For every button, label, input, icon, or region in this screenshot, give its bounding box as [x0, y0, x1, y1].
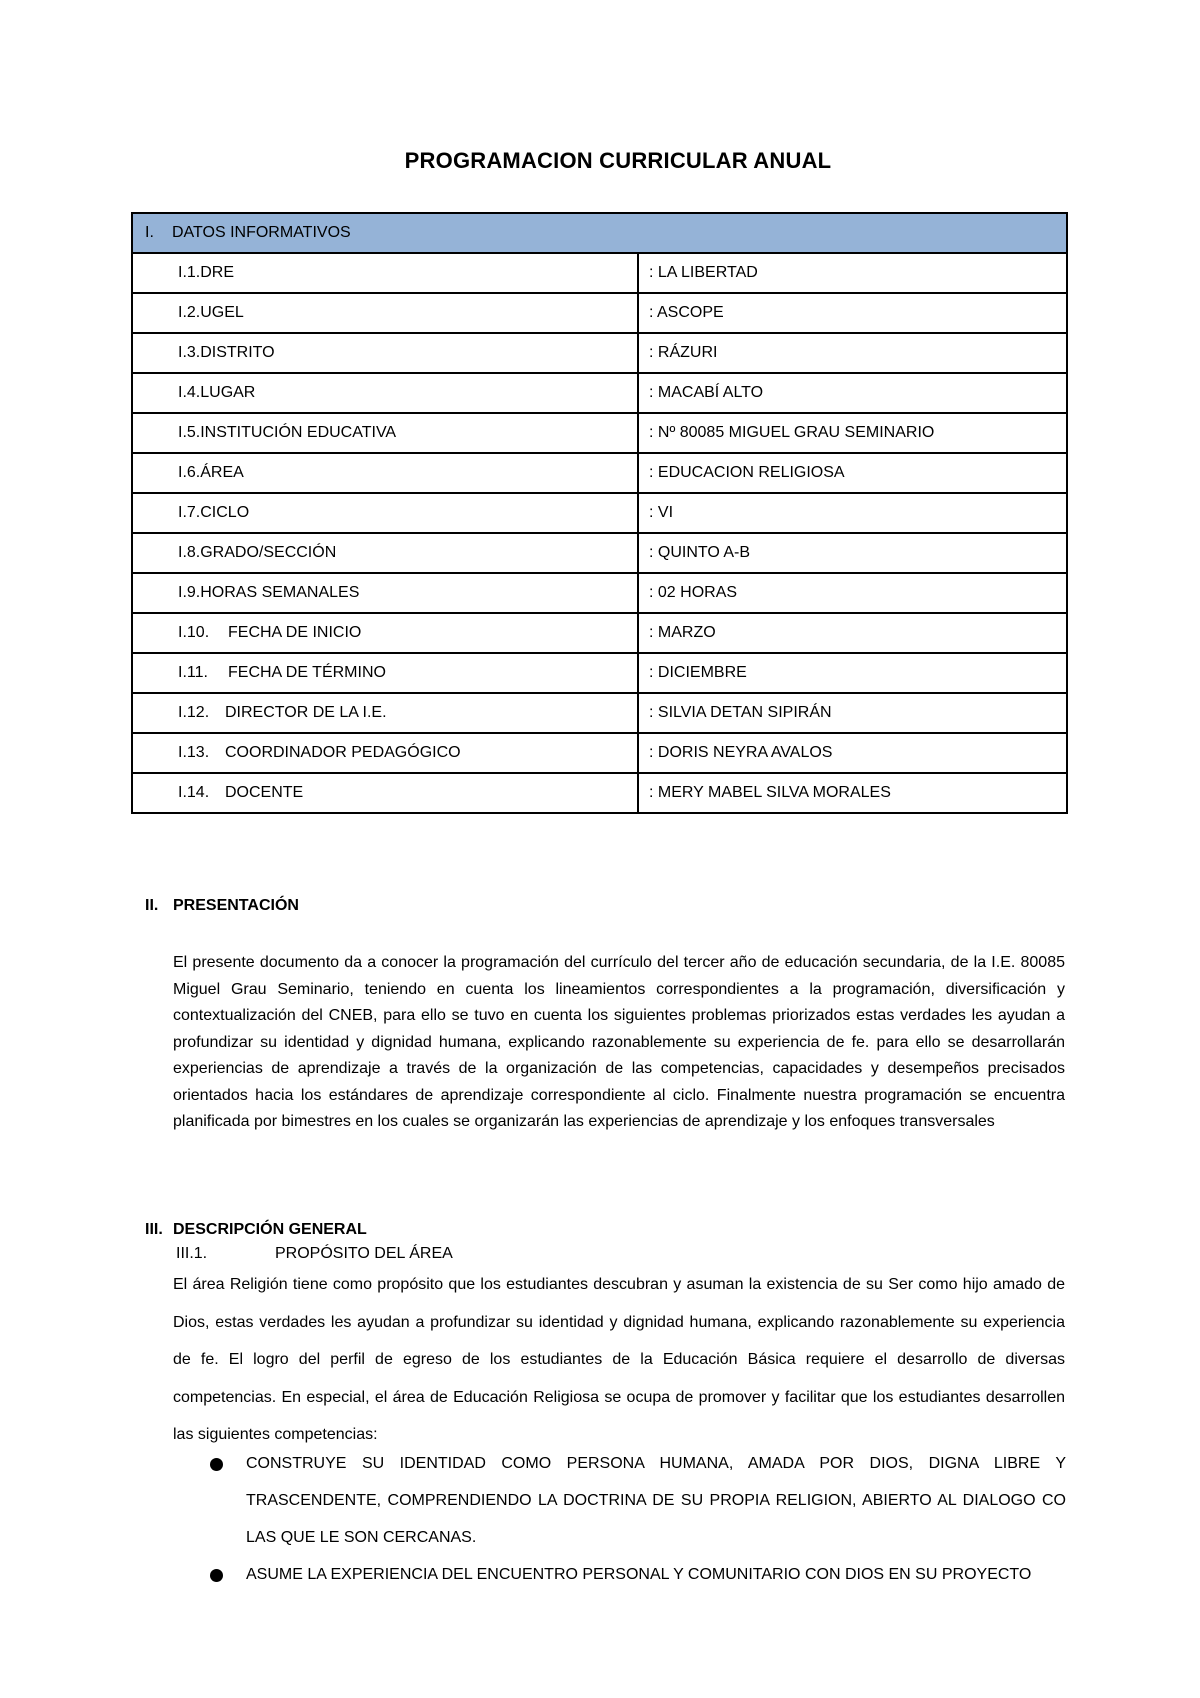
row-number: I.10.: [178, 624, 210, 641]
row-label-cell: [132, 453, 638, 493]
competency-item: [210, 1556, 1066, 1593]
row-number: I.11.: [178, 664, 208, 681]
row-value: : QUINTO A-B: [638, 533, 1067, 573]
row-value: : 02 HORAS: [638, 573, 1067, 613]
row-number: I.14.: [178, 784, 210, 801]
descripcion-heading: [145, 1221, 367, 1239]
row-label: COORDINADOR PEDAGÓGICO: [225, 744, 461, 761]
row-label-cell: [132, 253, 638, 293]
row-label-cell: [132, 613, 638, 653]
row-label: CICLO: [200, 504, 250, 521]
row-number: I.4.: [178, 384, 201, 401]
row-value: : DICIEMBRE: [638, 653, 1067, 693]
row-number: I.1.: [178, 264, 201, 281]
subsection-number: III.1.: [176, 1245, 208, 1262]
row-label-cell: [132, 413, 638, 453]
row-label: ÁREA: [200, 464, 244, 481]
proposito-subheading: [176, 1245, 453, 1263]
row-label-cell: [132, 573, 638, 613]
row-value: : MACABÍ ALTO: [638, 373, 1067, 413]
row-value: : LA LIBERTAD: [638, 253, 1067, 293]
row-label-cell: [132, 533, 638, 573]
row-value: : Nº 80085 MIGUEL GRAU SEMINARIO: [638, 413, 1067, 453]
row-value: : VI: [638, 493, 1067, 533]
row-label-cell: [132, 653, 638, 693]
table-row: [132, 333, 1067, 373]
row-label: UGEL: [200, 304, 244, 321]
table-row: [132, 693, 1067, 733]
row-number: I.5.: [178, 424, 201, 441]
table-row: [132, 773, 1067, 813]
row-label: DIRECTOR DE LA I.E.: [225, 704, 387, 721]
row-label-cell: [132, 493, 638, 533]
row-number: I.8.: [178, 544, 201, 561]
row-label: GRADO/SECCIÓN: [200, 544, 337, 561]
row-label-cell: [132, 333, 638, 373]
row-number: I.6.: [178, 464, 201, 481]
section-number: III.: [145, 1221, 163, 1238]
subsection-title: PROPÓSITO DEL ÁREA: [275, 1245, 453, 1262]
row-number: I.12.: [178, 704, 210, 721]
row-label-cell: [132, 733, 638, 773]
row-value: : RÁZURI: [638, 333, 1067, 373]
proposito-paragraph: El área Religión tiene como propósito que los estudiantes descubran y asuman la existencia de su Ser como hijo amado de Dios, estas verdades les ayudan a profundizar su identidad y dignidad humana, explicando razonablemente su experiencia de fe. El logro del perfil de egreso de los estudiantes de la Educación Básica requiere el desarrollo de diversas competencias. En especial, el área de Educación Religiosa se ocupa de promover y facilitar que los estudiantes desarrollen las siguientes competencias:: [173, 1276, 1065, 1443]
row-number: I.2.: [178, 304, 201, 321]
row-value: : EDUCACION RELIGIOSA: [638, 453, 1067, 493]
table-row: [132, 613, 1067, 653]
row-number: I.13.: [178, 744, 210, 761]
row-label: DISTRITO: [200, 344, 275, 361]
row-label-cell: [132, 293, 638, 333]
row-number: I.7.: [178, 504, 201, 521]
row-number: I.3.: [178, 344, 201, 361]
presentacion-paragraph: El presente documento da a conocer la programación del currículo del tercer año de educación secundaria, de la I.E. 80085 Miguel Grau Seminario, teniendo en cuenta los lineamientos correspondientes a la programación, diversificación y contextualización del CNEB, para ello se tuvo en cuenta los siguientes problemas priorizados estas verdades les ayudan a profundizar su identidad y dignidad humana, explicando razonablemente su experiencia de fe. para ello se desarrollarán experiencias de aprendizaje a través de la organización de las competencias, capacidades y desempeños precisados orientados hacia los estándares de aprendizaje correspondiente al ciclo. Finalmente nuestra programación se encuentra planificada por bimestres en los cuales se organizarán las experiencias de aprendizaje y los enfoques transversales: [173, 954, 1065, 1130]
table-row: [132, 653, 1067, 693]
section-number: I.: [145, 224, 154, 241]
section-title: DESCRIPCIÓN GENERAL: [173, 1221, 367, 1238]
row-number: I.9.: [178, 584, 201, 601]
table-row: [132, 293, 1067, 333]
table-row: [132, 373, 1067, 413]
table-row: [132, 493, 1067, 533]
presentacion-heading: [145, 897, 299, 915]
table-row: [132, 573, 1067, 613]
table-row: [132, 453, 1067, 493]
row-value: : MARZO: [638, 613, 1067, 653]
section-number: II.: [145, 897, 159, 914]
row-label-cell: [132, 773, 638, 813]
competency-item: [210, 1445, 1066, 1556]
table-row: [132, 413, 1067, 453]
section-title: DATOS INFORMATIVOS: [172, 224, 351, 241]
datos-informativos-table: [131, 212, 1068, 814]
row-value: : SILVIA DETAN SIPIRÁN: [638, 693, 1067, 733]
document-title: PROGRAMACION CURRICULAR ANUAL: [404, 148, 832, 173]
row-label: FECHA DE TÉRMINO: [228, 664, 386, 681]
row-label-cell: [132, 693, 638, 733]
row-label-cell: [132, 373, 638, 413]
row-value: : DORIS NEYRA AVALOS: [638, 733, 1067, 773]
bullet-icon: [210, 1458, 223, 1471]
section-title: PRESENTACIÓN: [173, 897, 299, 914]
competency-text: ASUME LA EXPERIENCIA DEL ENCUENTRO PERSONAL Y COMUNITARIO CON DIOS EN SU PROYECTO: [246, 1566, 1032, 1583]
table-header-row: [132, 213, 1067, 253]
table-header-cell: [132, 213, 1067, 253]
table-row: [132, 733, 1067, 773]
row-value: : MERY MABEL SILVA MORALES: [638, 773, 1067, 813]
competency-text: CONSTRUYE SU IDENTIDAD COMO PERSONA HUMANA, AMADA POR DIOS, DIGNA LIBRE Y TRASCENDENTE, COMPRENDIENDO LA DOCTRINA DE SU PROPIA RELIGION, ABIERTO AL DIALOGO CO LAS QUE LE SON CERCANAS.: [246, 1455, 1066, 1546]
row-label: LUGAR: [200, 384, 256, 401]
table-row: [132, 253, 1067, 293]
row-label: FECHA DE INICIO: [228, 624, 362, 641]
row-label: DRE: [200, 264, 235, 281]
row-label: HORAS SEMANALES: [200, 584, 360, 601]
row-label: INSTITUCIÓN EDUCATIVA: [200, 424, 397, 441]
bullet-icon: [210, 1569, 223, 1582]
row-label: DOCENTE: [225, 784, 304, 801]
table-row: [132, 533, 1067, 573]
row-value: : ASCOPE: [638, 293, 1067, 333]
